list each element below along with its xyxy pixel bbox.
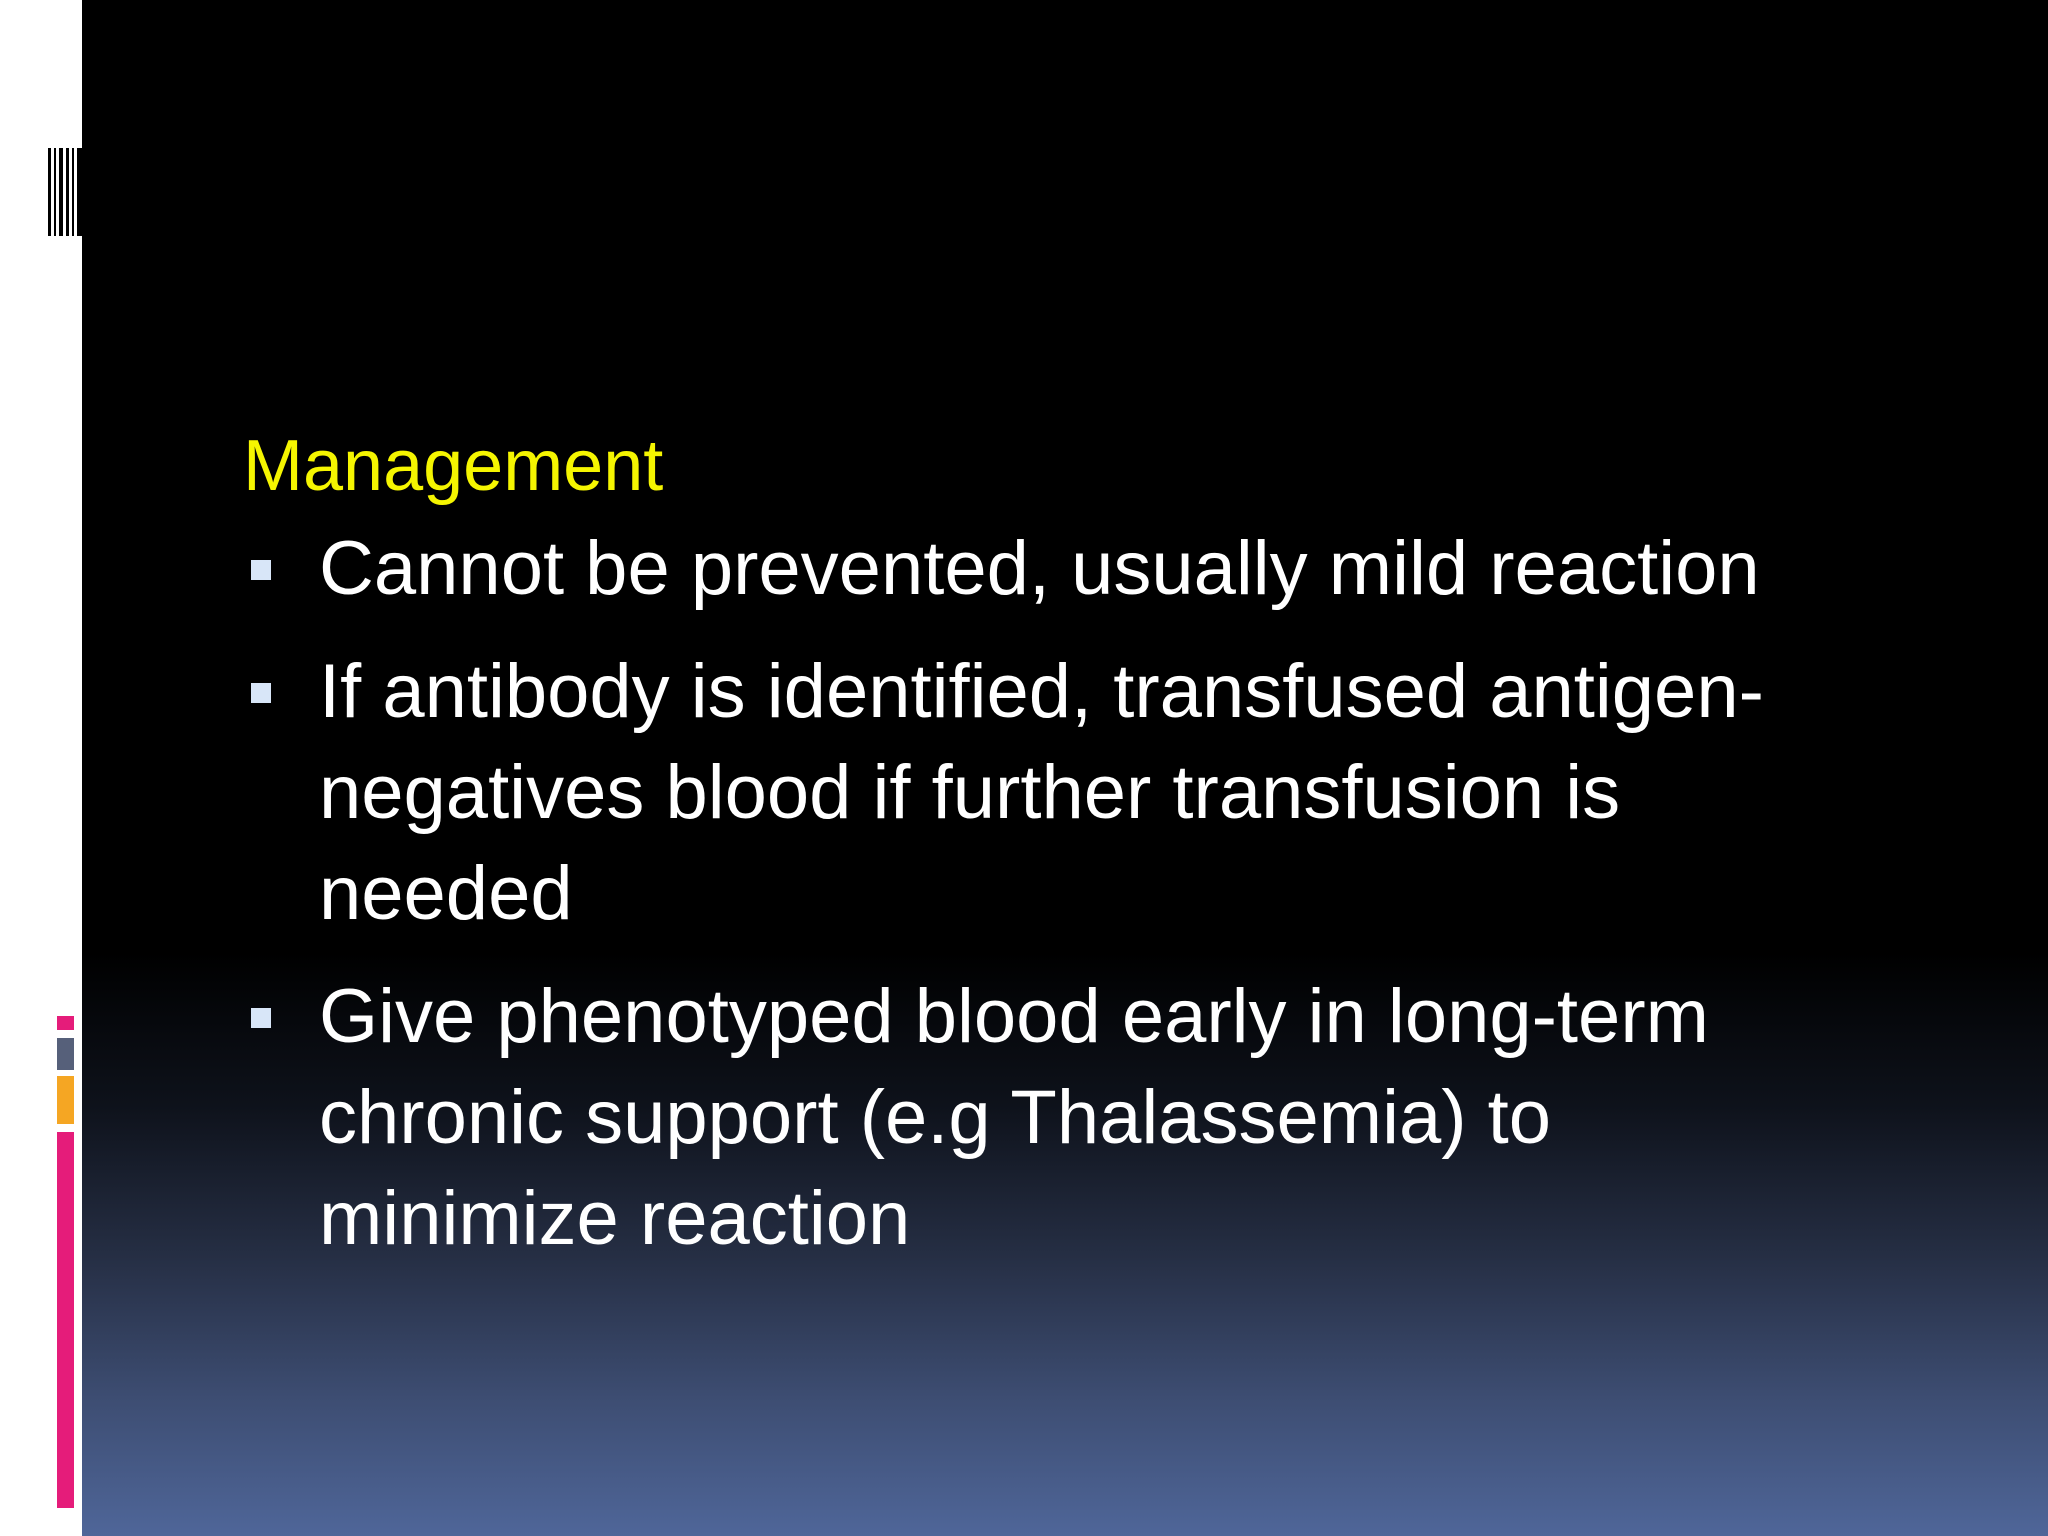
bullet-list — [243, 518, 1863, 1269]
accent-bar-slate — [57, 1038, 74, 1070]
accent-bar-pink-long — [57, 1132, 74, 1508]
bullet-item — [243, 966, 1863, 1269]
bullet-text: Give phenotyped blood early in long-term chronic support (e.g Thalassemia) to minimize reaction — [319, 974, 1709, 1261]
bullet-item — [243, 518, 1863, 619]
accent-bar-pink-top — [57, 1016, 74, 1030]
bullet-text: Cannot be prevented, usually mild reaction — [319, 526, 1760, 611]
barcode-decoration — [48, 148, 82, 236]
bullet-item — [243, 641, 1863, 944]
square-bullet-icon — [251, 683, 271, 703]
slide-body — [243, 418, 1863, 1291]
accent-bar-orange — [57, 1076, 74, 1124]
square-bullet-icon — [251, 1008, 271, 1028]
square-bullet-icon — [251, 560, 271, 580]
slide-heading: Management — [243, 426, 664, 506]
bullet-text: If antibody is identified, transfused antigen-negatives blood if further transfusion is needed — [319, 649, 1764, 936]
